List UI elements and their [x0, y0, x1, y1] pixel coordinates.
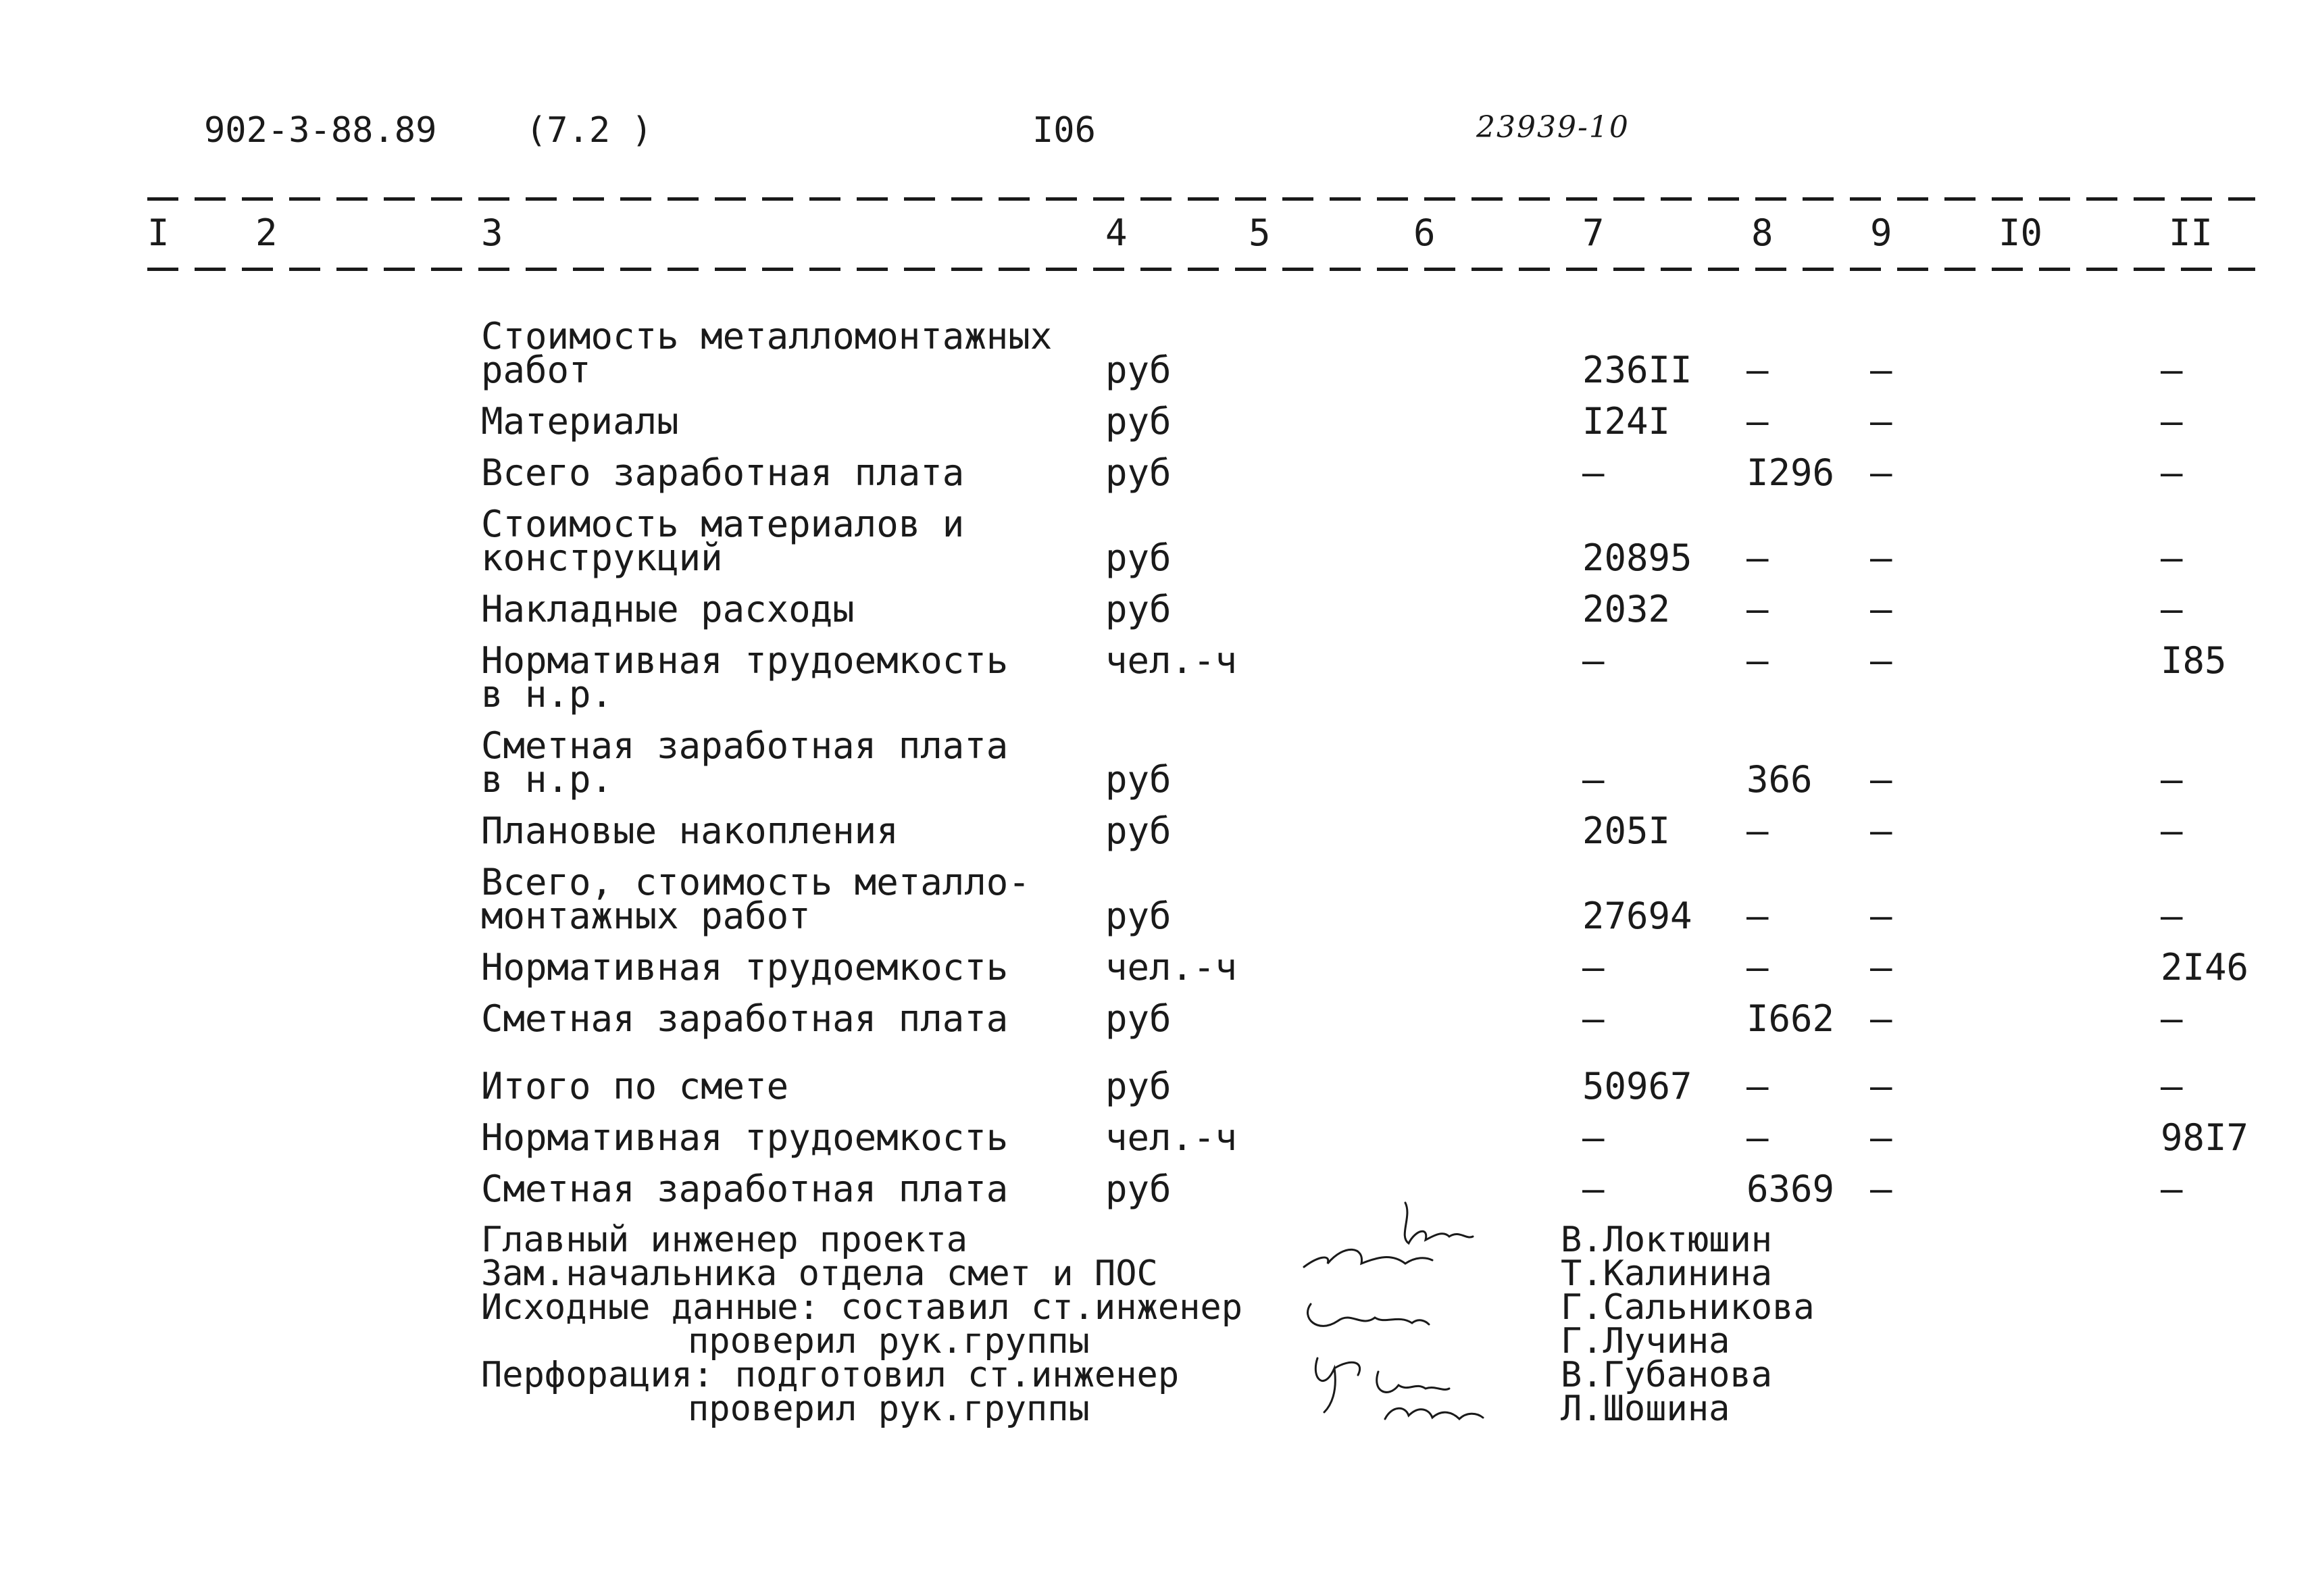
row-value-col7: –	[1582, 1168, 1605, 1210]
row-label-line: Нормативная трудоемкость	[481, 946, 1009, 989]
row-label-line: Всего, стоимость металло-	[481, 861, 1030, 903]
row-value-col9: –	[1870, 400, 1892, 443]
signature-role: Исходные данные: составил ст.инженер	[481, 1287, 1243, 1328]
row-value-col7: 27694	[1582, 895, 1692, 937]
row-value-col8: I662	[1746, 997, 1835, 1040]
row-value-col7: 236II	[1582, 349, 1692, 391]
row-unit: чел.-ч	[1105, 1116, 1238, 1159]
row-label-line: Накладные расходы	[481, 588, 855, 630]
row-unit: руб	[1105, 809, 1172, 852]
column-number: 9	[1870, 211, 1892, 254]
row-label-line: Сметная заработная плата	[481, 997, 1009, 1040]
column-number: I0	[1998, 211, 2043, 254]
row-value-col8: 366	[1746, 758, 1813, 801]
row-unit: руб	[1105, 1065, 1172, 1107]
row-value-col11: –	[2161, 809, 2183, 852]
row-value-col9: –	[1870, 349, 1892, 391]
page-number: I06	[1032, 110, 1096, 151]
row-value-col9: –	[1870, 946, 1892, 989]
row-unit: руб	[1105, 1168, 1172, 1210]
row-label-line: конструкций	[481, 537, 723, 579]
row-value-col7: 50967	[1582, 1065, 1692, 1107]
row-unit: чел.-ч	[1105, 946, 1238, 989]
row-unit: руб	[1105, 349, 1172, 391]
column-number: 3	[481, 211, 503, 254]
row-unit: руб	[1105, 895, 1172, 937]
row-label-line: Стоимость материалов и	[481, 503, 965, 545]
column-number: 5	[1249, 211, 1271, 254]
row-value-col11: 98I7	[2161, 1116, 2249, 1159]
volume-number: (7.2 )	[526, 110, 653, 151]
row-value-col11: –	[2161, 758, 2183, 801]
column-number: I	[147, 211, 170, 254]
row-value-col7: I24I	[1582, 400, 1671, 443]
row-value-col9: –	[1870, 639, 1892, 682]
row-unit: чел.-ч	[1105, 639, 1238, 682]
row-unit: руб	[1105, 758, 1172, 801]
row-value-col7: 20895	[1582, 537, 1692, 579]
row-value-col9: –	[1870, 809, 1892, 852]
row-value-col7: –	[1582, 997, 1605, 1040]
column-number: 8	[1751, 211, 1774, 254]
row-value-col9: –	[1870, 588, 1892, 630]
row-value-col7: 2032	[1582, 588, 1671, 630]
signature-role: проверил рук.группы	[688, 1321, 1090, 1362]
row-value-col11: –	[2161, 588, 2183, 630]
row-value-col11: –	[2161, 997, 2183, 1040]
row-label-line: работ	[481, 349, 591, 391]
row-unit: руб	[1105, 451, 1172, 494]
signatory-name: В.Локтюшин	[1561, 1220, 1773, 1260]
row-value-col8: –	[1746, 400, 1769, 443]
row-value-col9: –	[1870, 1116, 1892, 1159]
inventory-number: 23939-10	[1476, 110, 1630, 145]
column-number: 4	[1105, 211, 1128, 254]
row-value-col11: I85	[2161, 639, 2227, 682]
row-value-col11: –	[2161, 400, 2183, 443]
row-label-line: Плановые накопления	[481, 809, 899, 852]
row-value-col9: –	[1870, 1065, 1892, 1107]
row-value-col9: –	[1870, 895, 1892, 937]
row-label-line: в н.р.	[481, 673, 613, 716]
row-unit: руб	[1105, 997, 1172, 1040]
row-value-col8: –	[1746, 809, 1769, 852]
row-value-col7: 205I	[1582, 809, 1671, 852]
row-value-col11: –	[2161, 349, 2183, 391]
row-label-line: Нормативная трудоемкость	[481, 639, 1009, 682]
row-unit: руб	[1105, 588, 1172, 630]
signatory-name: Г.Сальникова	[1561, 1287, 1815, 1328]
signature-role: проверил рук.группы	[688, 1389, 1090, 1429]
signatory-name: Л.Шошина	[1561, 1389, 1730, 1429]
row-label-line: Сметная заработная плата	[481, 724, 1009, 767]
row-value-col11: –	[2161, 1168, 2183, 1210]
header-rule-top	[147, 197, 2255, 201]
row-label-line: в н.р.	[481, 758, 613, 801]
row-label-line: Всего заработная плата	[481, 451, 965, 494]
row-value-col11: –	[2161, 1065, 2183, 1107]
column-number: 7	[1582, 211, 1605, 254]
row-value-col11: 2I46	[2161, 946, 2249, 989]
document-code: 902-3-88.89	[204, 110, 437, 151]
row-value-col7: –	[1582, 946, 1605, 989]
row-value-col7: –	[1582, 639, 1605, 682]
row-value-col7: –	[1582, 451, 1605, 494]
row-value-col11: –	[2161, 537, 2183, 579]
row-value-col9: –	[1870, 997, 1892, 1040]
row-label-line: Нормативная трудоемкость	[481, 1116, 1009, 1159]
row-value-col11: –	[2161, 895, 2183, 937]
row-value-col8: –	[1746, 1116, 1769, 1159]
row-unit: руб	[1105, 400, 1172, 443]
column-number: 2	[255, 211, 278, 254]
signature-role: Перфорация: подготовил ст.инженер	[481, 1355, 1180, 1395]
column-number: 6	[1413, 211, 1436, 254]
row-value-col9: –	[1870, 758, 1892, 801]
row-value-col8: –	[1746, 946, 1769, 989]
signatory-name: В.Губанова	[1561, 1355, 1773, 1395]
row-value-col7: –	[1582, 758, 1605, 801]
row-label-line: Итого по смете	[481, 1065, 789, 1107]
signatory-name: Г.Лучина	[1561, 1321, 1730, 1362]
row-value-col9: –	[1870, 451, 1892, 494]
column-number: II	[2169, 211, 2213, 254]
row-label-line: Стоимость металломонтажных	[481, 315, 1053, 357]
row-value-col8: –	[1746, 588, 1769, 630]
row-value-col8: –	[1746, 349, 1769, 391]
row-value-col9: –	[1870, 1168, 1892, 1210]
row-value-col8: –	[1746, 895, 1769, 937]
row-value-col8: I296	[1746, 451, 1835, 494]
row-label-line: монтажных работ	[481, 895, 811, 937]
row-value-col7: –	[1582, 1116, 1605, 1159]
handwritten-signatures	[1297, 1189, 1540, 1446]
row-value-col11: –	[2161, 451, 2183, 494]
header-rule-bottom	[147, 268, 2255, 271]
row-unit: руб	[1105, 537, 1172, 579]
row-value-col8: 6369	[1746, 1168, 1835, 1210]
row-value-col9: –	[1870, 537, 1892, 579]
row-value-col8: –	[1746, 639, 1769, 682]
signature-role: Главный инженер проекта	[481, 1220, 968, 1260]
row-label-line: Материалы	[481, 400, 679, 443]
signatory-name: Т.Калинина	[1561, 1253, 1773, 1294]
row-value-col8: –	[1746, 537, 1769, 579]
signature-role: Зам.начальника отдела смет и ПОС	[481, 1253, 1158, 1294]
row-label-line: Сметная заработная плата	[481, 1168, 1009, 1210]
row-value-col8: –	[1746, 1065, 1769, 1107]
